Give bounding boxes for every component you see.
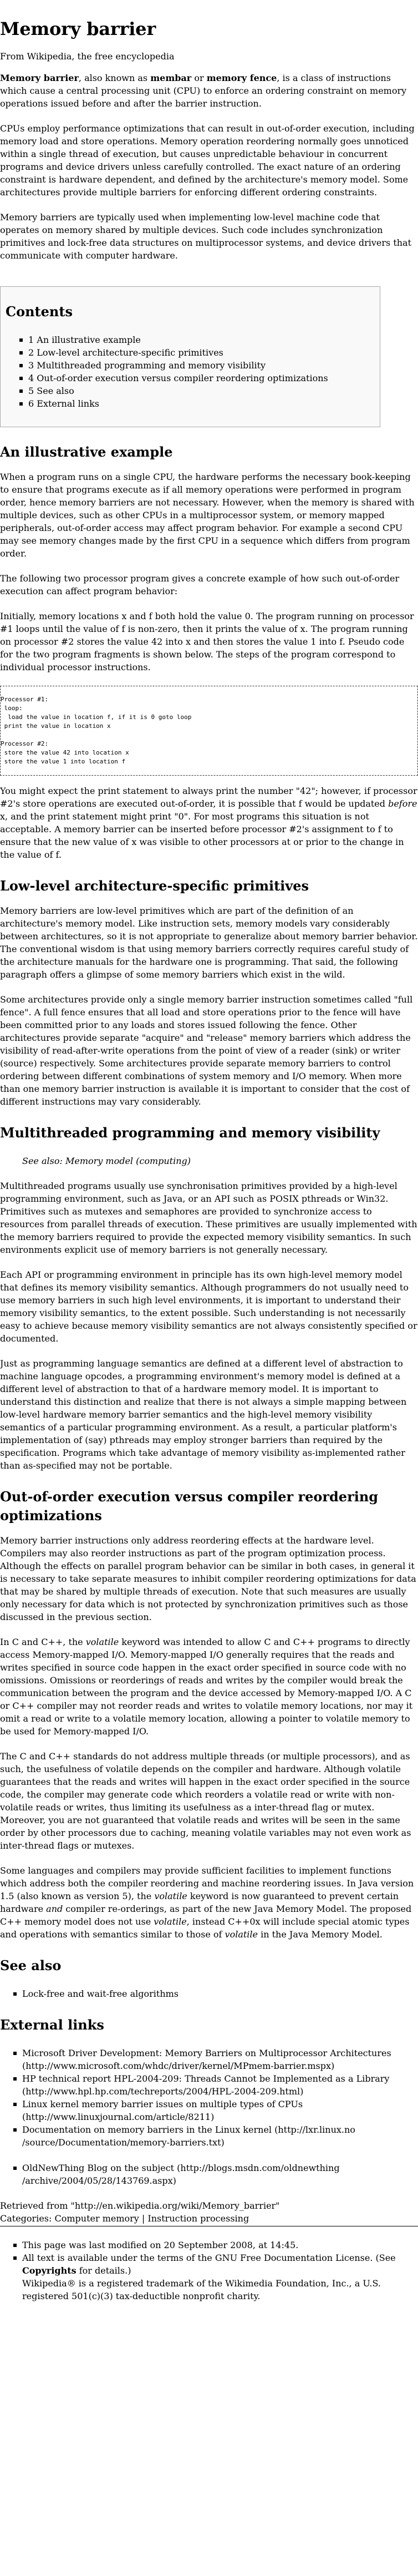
text-run: , also known as [78,73,151,83]
text-run: Just as programming language semantics are defined at a different level of abstraction to machine language opcodes, a programming environment's memory model is defined at a different level of abstraction to that of a hardware memory model. It is important to understand this distinction and realize that there is not always a simple mapping between low-level hardware memory barrier semantics and the high-level memory visibility semantics of a particular programming environment. As a result, a particular platform's implementation of (say) pthreads may employ stronger barriers than required by the specification. Programs which take advantage of memory visibility as-implemented rather than as-specified may not be portable. [0,1358,407,1471]
text-run: compiler re-orderings, as part of the new Java Memory Model. The proposed C++ memory model does not use [0,1904,412,1927]
see-also-link[interactable]: Lock-free and wait-free algorithms [13,1987,418,2000]
license-text: All text is available under the terms of the GNU Free Documentation License. (See [22,2253,396,2263]
text-run: Some languages and compilers may provide sufficient facilities to implement functions which address both the compiler reordering and machine reordering issues. In Java version 1.5 (also known as version 5), the [0,1865,414,1901]
article-page [0,18,418,2302]
external-link-microsoft[interactable]: Microsoft Driver Development: Memory Barriers on Multiprocessor Architectures (http://www.microsoft.com/whdc/driver/kernel/MPmem-barrier.mspx) [13,2047,418,2072]
toc-item-see-also[interactable]: 5 See also [19,384,380,397]
toc-item-low-level-primitives[interactable]: 2 Low-level architecture-specific primitives [19,346,380,359]
section-heading-see-also: See also [0,1957,62,1973]
section-heading-external-links: External links [0,2017,104,2033]
text-run: keyword is now guaranteed to prevent certain hardware [0,1891,399,1914]
table-of-contents [0,286,380,427]
external-link-oldnewthing[interactable]: OldNewThing Blog on the subject (http://blogs.msdn.com/oldnewthing /archive/2004/05/28/143769.aspx) [13,2162,418,2187]
category-link[interactable]: Computer memory [54,2213,139,2224]
intro-paragraph [0,122,418,199]
paragraph [0,1636,418,1738]
section-heading-out-of-order-execution: Out-of-order execution versus compiler reordering optimizations [0,1489,379,1524]
section-heading-low-level-primitives: Low-level architecture-specific primitives [0,878,309,894]
text-run: The C and C++ standards do not address multiple threads (or multiple processors), and as such, the usefulness of volatile depends on the compiler and hardware. Although volatile guarantees that the reads and writes will happen in the exact order specified in the source code, the compiler may generate code which reorders a volatile read or write with non-volatile reads or writes, thus limiting its usefulness as a inter-thread flag or mutex. Moreover, you are not guaranteed that volatile reads and writes will be seen in the same order by other processors due to caching, meaning volatile variables may not even work as inter-thread flags or mutexes. [0,1751,411,1851]
text-run: Initially, memory locations x and f both hold the value 0. The program running on processor #1 loops until the value of f is non-zero, then it prints the value of x. The program running on processor #2 stores the value 42 into x and then stores the value 1 into f. Pseudo code for the two program fragments is shown below. The steps of the program correspond to individual processor instructions. [0,611,414,672]
bold-term: Memory barrier [0,73,79,83]
emphasis: volatile [154,1891,187,1901]
text-run: Memory barriers are typically used when implementing low-level machine code that operates on memory shared by multiple devices. Such code includes synchronization primitives and lock-free data structures on multiprocessor systems, and device drivers that communicate with computer hardware. [0,212,412,261]
bold-term: membar [150,73,192,83]
text-run: Multithreaded programs usually use synchronisation primitives provided by a high-level programming environment, such as Java, or an API such as POSIX pthreads or Win32. Primitives such as mutexes and semaphores are provided to synchronize access to resources from parallel threads of execution. These primitives are usually implemented with the memory barriers required to provide the expected memory visibility semantics. In such environments explicit use of memory barriers is not generally necessary. [0,1181,417,1255]
text-run: CPUs employ performance optimizations that can result in out-of-order execution, including memory load and store operations. Memory operation reordering normally goes unnoticed within a single thread of execution, but causes unpredictable behaviour in concurrent programs and device drivers unless carefully controlled. The exact nature of an ordering constraint is hardware dependent, and defined by the architecture's memory model. Some architectures provide multiple barriers for enforcing different ordering constraints. [0,123,415,198]
section-heading-illustrative-example: An illustrative example [0,444,173,460]
categories-line: Categories: Computer memory | Instruction processing [0,2213,249,2224]
text-run: , is a class of instructions which cause a central processing unit (CPU) to enforce an ordering constraint on memory operations issued before and after the barrier instruction. [0,73,407,109]
retrieved-from: Retrieved from "http://en.wikipedia.org/wiki/Memory_barrier" [0,2200,280,2211]
text-run: in the Java Memory Model. [258,1929,383,1940]
external-link-hp-report[interactable]: HP technical report HPL-2004-209: Threads Cannot be Implemented as a Library (http://www.hpl.hp.com/techreports/2004/HPL-2004-209.html) [13,2072,418,2098]
paragraph [0,1180,418,1256]
emphasis: volatile [225,1929,258,1940]
external-link-linux-journal[interactable]: Linux kernel memory barrier issues on multiple types of CPUs (http://www.linuxjournal.com/article/8211) [13,2098,418,2123]
text-run: Memory barrier instructions only address reordering effects at the hardware level. Compilers may also reorder instructions as part of the program optimization process. Although the effects on parallel program behavior can be similar in both cases, in general it is necessary to take separate measures to inhibit compiler reordering optimizations for data that may be shared by multiple threads of execution. Note that such measures are usually only necessary for data which is not protected by synchronization primitives such as those discussed in the previous section. [0,1535,416,1622]
external-link-linux-docs[interactable]: Documentation on memory barriers in the Linux kernel (http://lxr.linux.no /source/Documentation/memory-barriers.txt) [13,2123,418,2149]
intro-paragraph [0,72,418,110]
paragraph [0,572,418,598]
trademark-notice: Wikipedia® is a registered trademark of the Wikimedia Foundation, Inc., a U.S. registered 501(c)(3) tax-deductible nonprofit charity. [22,2278,381,2301]
text-run: When a program runs on a single CPU, the hardware performs the necessary book-keeping to ensure that programs execute as if all memory operations were performed in program order, hence memory barriers are not necessary. However, when the memory is shared with multiple devices, such as other CPUs in a multiprocessor system, or memory mapped peripherals, out-of-order access may affect program behavior. For example a second CPU may see memory changes made by the first CPU in a sequence which differs from program order. [0,472,415,559]
toc-list [6,333,380,410]
emphasis: and [46,1904,63,1914]
site-subtitle: From Wikipedia, the free encyclopedia [0,51,175,62]
paragraph [0,904,418,981]
emphasis: volatile [85,1637,119,1647]
text-run: In C and C++, the [0,1637,86,1647]
toc-item-illustrative-example[interactable]: 1 An illustrative example [19,333,380,346]
text-run: You might expect the print statement to always print the number "42"; however, if processor #2's store operations are executed out-of-order, it is possible that f would be updated [0,786,417,809]
toc-title: Contents [6,303,73,320]
paragraph [0,470,418,560]
paragraph [0,610,418,674]
toc-item-external-links[interactable]: 6 External links [19,397,380,410]
text-run: Memory barriers are low-level primitives which are part of the definition of an architecture's memory model. Like instruction sets, memory models vary considerably between architectures, so it is not appropriate to generalize about memory barrier behavior. The conventional wisdom is that using memory barriers correctly requires careful study of the architecture manuals for the hardware one is programming. That said, the following paragraph offers a glimpse of some memory barriers which exist in the wild. [0,905,418,980]
last-modified: This page was last modified on 20 September 2008, at 14:45. [13,2239,418,2251]
paragraph [0,1268,418,1345]
see-also-list [0,1987,418,2000]
license-text-end: for details.) [76,2265,131,2276]
categories-label: Categories [0,2213,49,2224]
toc-item-out-of-order-execution[interactable]: 4 Out-of-order execution versus compiler reordering optimizations [19,372,380,384]
bold-term: memory fence [206,73,277,83]
category-links [0,2199,418,2226]
paragraph [0,1357,418,1472]
footer-list [0,2239,418,2302]
paragraph [0,1534,418,1623]
text-run: The following two processor program gives a concrete example of how such out-of-order execution can affect program behavior: [0,573,400,596]
copyrights-link[interactable]: Copyrights [22,2265,77,2276]
section-heading-multithreaded-programming: Multithreaded programming and memory visibility [0,1125,380,1141]
text-run: or [191,73,207,83]
external-links-list [0,2047,418,2187]
paragraph [0,1750,418,1852]
text-run: keyword was intended to allow C and C++ programs to directly access Memory-mapped I/O. Memory-mapped I/O generally requires that the reads and writes specified in source code happen in the exact order specified in source code with no omissions. Omissions or reorderings of reads and writes by the compiler would break the communication between the program and the device accessed by Memory-mapped I/O. A C or C++ compiler may not reorder reads and writes to volatile memory locations, nor may it omit a read or write to a volatile memory location, allowing a pointer to volatile memory to be used for Memory-mapped I/O. [0,1637,413,1737]
license-notice [13,2251,418,2302]
paragraph [0,993,418,1108]
intro-paragraph [0,211,418,262]
text-run: x, and the print statement might print "0". For most programs this situation is not acceptable. A memory barrier can be inserted before processor #2's assignment to f to ensure that the new value of x was visible to other processors at or prior to the change in the value of f. [0,811,404,860]
page-title: Memory barrier [0,18,156,39]
pseudo-code-block: Processor #1: loop: load the value in location f, if it is 0 goto loop print the value in location x Processor #2: store the value 42 into location x store the value 1 into location f [0,686,418,776]
text-run: , instead C++0x will include special atomic types and operations with semantics similar to those of [0,1916,410,1940]
toc-item-multithreaded-programming[interactable]: 3 Multithreaded programming and memory visibility [19,359,380,372]
emphasis: before [388,798,417,809]
text-run: Each API or programming environment in principle has its own high-level memory model that defines its memory visibility semantics. Although programmers do not usually need to use memory barriers in such high level environments, it is important to understand their memory visibility semantics, to the extent possible. Such understanding is not necessarily easy to achieve because memory visibility semantics are not always consistently specified or documented. [0,1269,417,1344]
paragraph [0,785,418,861]
text-run: Some architectures provide only a single memory barrier instruction sometimes called "full fence". A full fence ensures that all load and store operations prior to the fence will have been committed prior to any loads and stores issued following the fence. Other architectures provide separate "acquire" and "release" memory barriers which address the visibility of read-after-write operations from the point of view of a reader (sink) or writer (source) respectively. Some architectures provide separate memory barriers to control ordering between different combinations of system memory and I/O memory. When more than one memory barrier instruction is available it is important to consider that the cost of different instructions may vary considerably. [0,994,413,1107]
see-also-hatnote: See also: Memory model (computing) [22,1156,191,1166]
category-link[interactable]: Instruction processing [147,2213,249,2224]
paragraph [0,1864,418,1941]
emphasis: volatile [154,1916,187,1927]
